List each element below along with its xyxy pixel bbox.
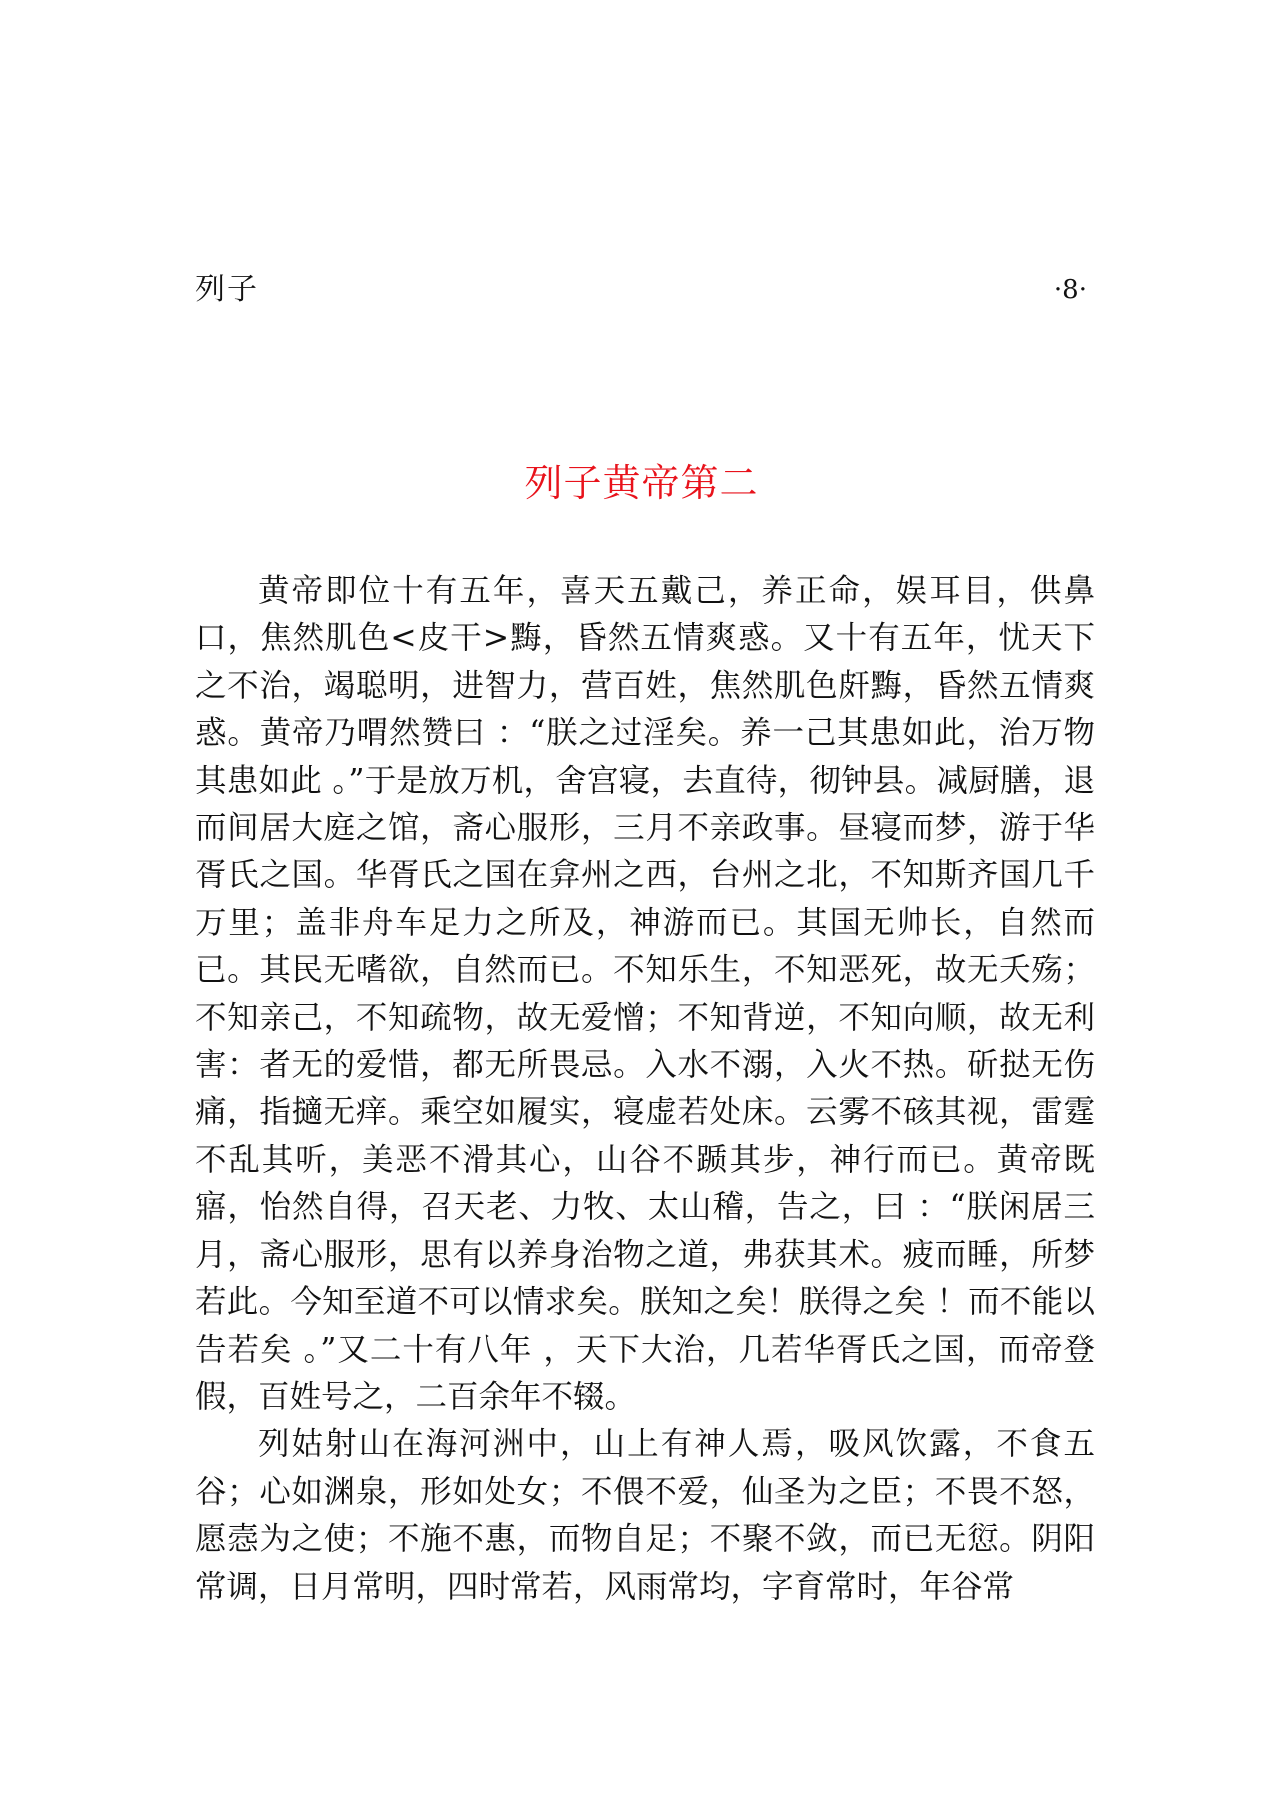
chapter-title: 列子黄帝第二 xyxy=(524,461,759,505)
paragraph: 黄帝即位十有五年，喜天五戴己，养正命，娱耳目，供鼻口，焦然肌色<皮干>黣，昏然五情爽惑。又十有五年，忧天下之不治，竭聪明，进智力，营百姓，焦然肌色皯黣，昏然五情爽惑。黄帝乃喟然赞曰 ：“朕之过淫矣。养一己其患如此，治万物其患如此 。”于是放万机，舍宫寝，去直待，彻钟县。减厨膳，退而间居大庭之馆，斋心服形，三月不亲政事。昼寝而梦，游于华胥氏之国。华胥氏之国在弇州之西，台州之北，不知斯齐国几千万里；盖非舟车足力之所及，神游而已。其国无帅长，自然而已。其民无嗜欲，自然而已。不知乐生，不知恶死，故无夭殇；不知亲己，不知疏物，故无爱憎；不知背逆，不知向顺，故无利害：者无的爱惜，都无所畏忌。入水不溺，入火不热。斫挞无伤痛，指擿无痒。乘空如履实，寝虚若处床。云雾不硋其视，雷霆不乱其听，美恶不滑其心，山谷不踬其步，神行而已。黄帝既寤，怡然自得，召天老、力牧、太山稽，告之，曰 ：“朕闲居三月，斋心服形，思有以养身治物之道，弗获其术。疲而睡，所梦若此。今知至道不可以情求矣。朕知之矣！朕得之矣 ！而不能以告若矣 。”又二十有八年 ，天下大治，几若华胥氏之国，而帝登假，百姓号之，二百余年不辍。 xyxy=(195,573,1095,1415)
running-header xyxy=(195,268,1087,312)
paragraph: 列姑射山在海河洲中，山上有神人焉，吸风饮露，不食五谷；心如渊泉，形如处女；不偎不爱，仙圣为之臣；不畏不怒，愿悫为之使；不施不惠，而物自足；不聚不敛，而已无愆。阴阳常调，日月常明，四时常若，风雨常均，字育常时，年谷常 xyxy=(195,1426,1095,1605)
book-title: 列子 xyxy=(195,272,259,307)
page-number: ·8· xyxy=(1053,275,1087,305)
body-text xyxy=(195,568,1095,1611)
